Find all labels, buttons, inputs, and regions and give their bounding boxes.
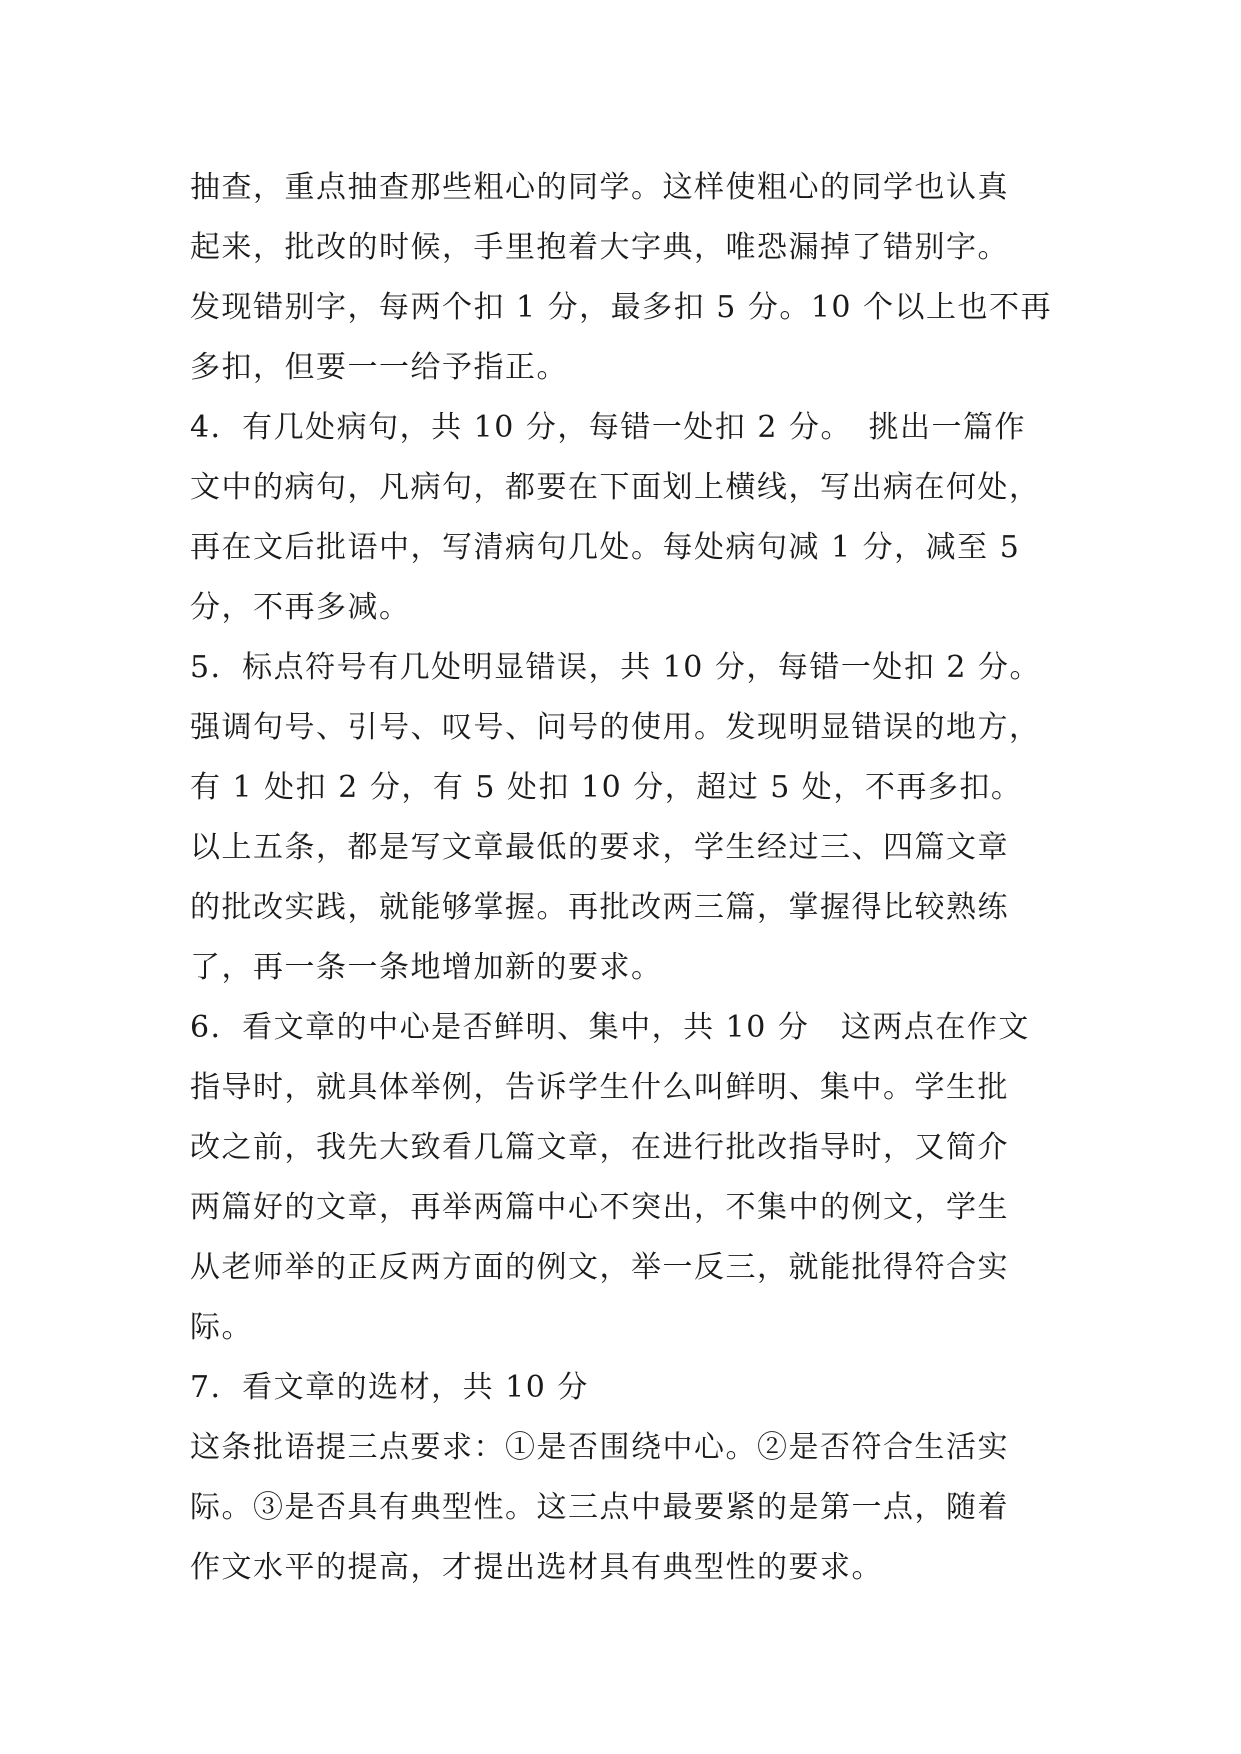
text-line: 际。③是否具有典型性。这三点中最要紧的是第一点，随着 — [190, 1490, 1009, 1525]
text-line: 6．看文章的中心是否鲜明、集中，共 10 分 这两点在作文 — [190, 1010, 1030, 1045]
text-line: 再在文后批语中，写清病句几处。每处病句减 1 分，减至 5 — [190, 530, 1021, 565]
text-line: 有 1 处扣 2 分，有 5 处扣 10 分，超过 5 处，不再多扣。 — [190, 770, 1023, 805]
text-line: 这条批语提三点要求：①是否围绕中心。②是否符合生活实 — [190, 1430, 1009, 1465]
text-line: 的批改实践，就能够掌握。再批改两三篇，掌握得比较熟练 — [190, 890, 1009, 925]
text-line: 改之前，我先大致看几篇文章，在进行批改指导时，又简介 — [190, 1130, 1009, 1165]
text-line: 际。 — [190, 1310, 253, 1345]
text-line: 抽查，重点抽查那些粗心的同学。这样使粗心的同学也认真 — [190, 170, 1009, 205]
text-line: 从老师举的正反两方面的例文，举一反三，就能批得符合实 — [190, 1250, 1009, 1285]
text-line: 起来，批改的时候，手里抱着大字典，唯恐漏掉了错别字。 — [190, 230, 1009, 265]
text-line: 强调句号、引号、叹号、问号的使用。发现明显错误的地方， — [190, 710, 1041, 745]
text-line: 以上五条，都是写文章最低的要求，学生经过三、四篇文章 — [190, 830, 1009, 865]
text-line: 文中的病句，凡病句，都要在下面划上横线，写出病在何处， — [190, 470, 1041, 505]
text-line: 5．标点符号有几处明显错误，共 10 分，每错一处扣 2 分。 — [190, 650, 1041, 685]
text-line: 分，不再多减。 — [190, 590, 411, 625]
text-line: 两篇好的文章，再举两篇中心不突出，不集中的例文，学生 — [190, 1190, 1009, 1225]
document-body — [190, 158, 1070, 1598]
text-line: 多扣，但要一一给予指正。 — [190, 350, 568, 385]
text-line: 4．有几处病句，共 10 分，每错一处扣 2 分。 挑出一篇作 — [190, 410, 1026, 445]
text-line: 7．看文章的选材，共 10 分 — [190, 1370, 589, 1405]
text-line: 发现错别字，每两个扣 1 分，最多扣 5 分。10 个以上也不再 — [190, 290, 1053, 325]
text-line: 指导时，就具体举例，告诉学生什么叫鲜明、集中。学生批 — [190, 1070, 1009, 1105]
text-line: 作文水平的提高，才提出选材具有典型性的要求。 — [190, 1550, 883, 1585]
text-line: 了，再一条一条地增加新的要求。 — [190, 950, 663, 985]
